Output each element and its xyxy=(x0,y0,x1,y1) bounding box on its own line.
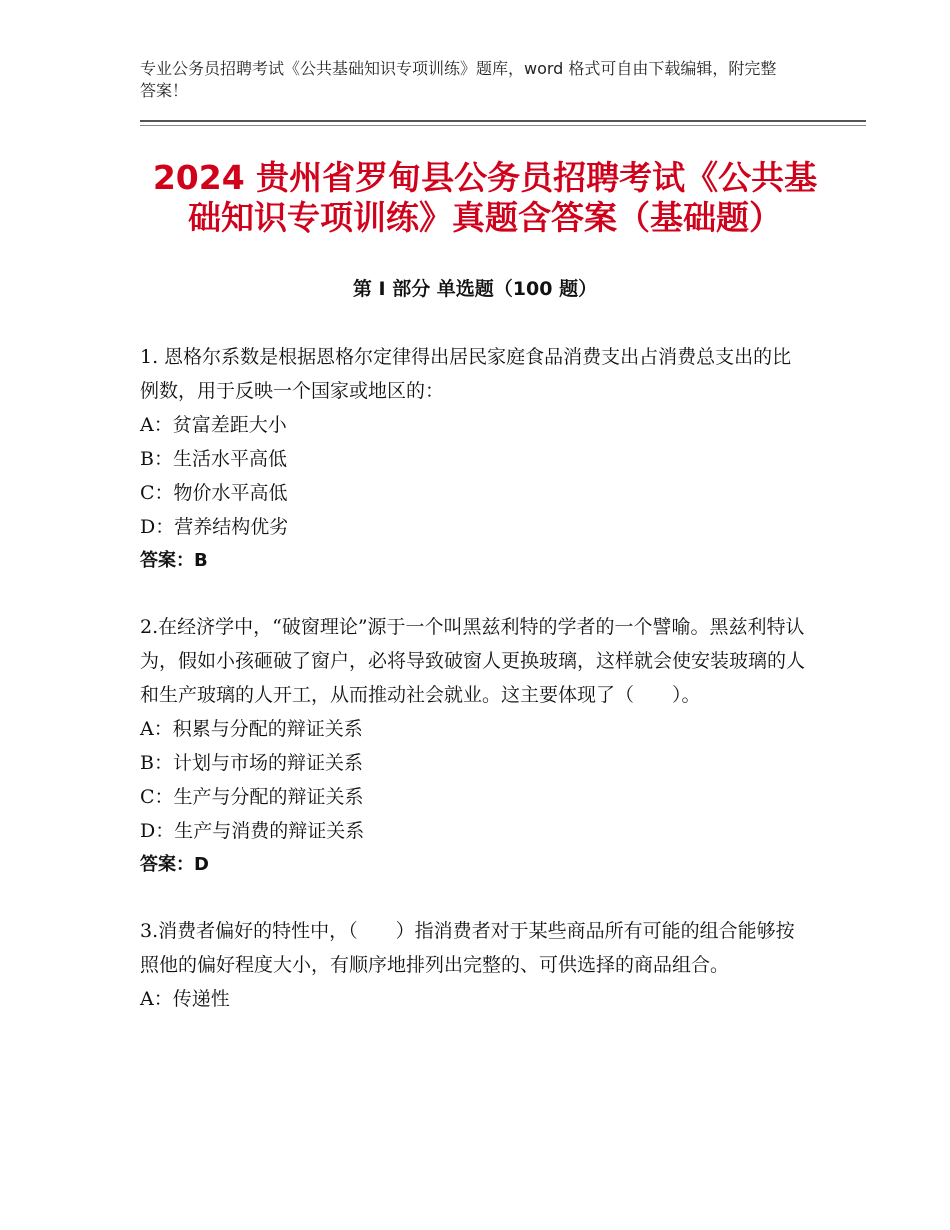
header-divider-thick xyxy=(140,120,866,122)
option-c: C：物价水平高低 xyxy=(140,482,288,504)
answer: 答案：D xyxy=(140,854,209,875)
question-text: 1. 恩格尔系数是根据恩格尔定律得出居民家庭食品消费支出占消费总支出的比例数，用于反映一个国家或地区的： xyxy=(140,346,792,402)
option-b: B：计划与市场的辩证关系 xyxy=(140,752,363,774)
question-text: 3.消费者偏好的特性中，（ ）指消费者对于某些商品所有可能的组合能够按照他的偏好程度大小，有顺序地排列出完整的、可供选择的商品组合。 xyxy=(140,920,795,976)
option-a: A：积累与分配的辩证关系 xyxy=(140,718,363,740)
section-title: 第 I 部分 单选题（100 题） xyxy=(352,278,598,300)
header-divider-thin xyxy=(140,125,866,126)
header-note: 专业公务员招聘考试《公共基础知识专项训练》题库，word 格式可自由下载编辑，附完整答案！ xyxy=(140,59,777,100)
answer: 答案：B xyxy=(140,550,208,571)
document-title: 2024 贵州省罗甸县公务员招聘考试《公共基础知识专项训练》真题含答案（基础题） xyxy=(152,158,818,237)
option-a: A：传递性 xyxy=(140,988,230,1010)
question-3 xyxy=(140,914,805,1016)
question-text: 2.在经济学中，“破窗理论”源于一个叫黑兹利特的学者的一个譬喻。黑兹利特认为，假如小孩砸破了窗户，必将导致破窗人更换玻璃，这样就会使安装玻璃的人和生产玻璃的人开工，从而推动社会就业。这主要体现了（ ）。 xyxy=(140,616,806,706)
option-d: D：营养结构优劣 xyxy=(140,516,289,538)
question-2 xyxy=(140,610,805,882)
question-list xyxy=(140,340,805,1048)
option-c: C：生产与分配的辩证关系 xyxy=(140,786,364,808)
option-a: A：贫富差距大小 xyxy=(140,414,287,436)
option-b: B：生活水平高低 xyxy=(140,448,287,470)
question-1 xyxy=(140,340,805,578)
option-d: D：生产与消费的辩证关系 xyxy=(140,820,365,842)
